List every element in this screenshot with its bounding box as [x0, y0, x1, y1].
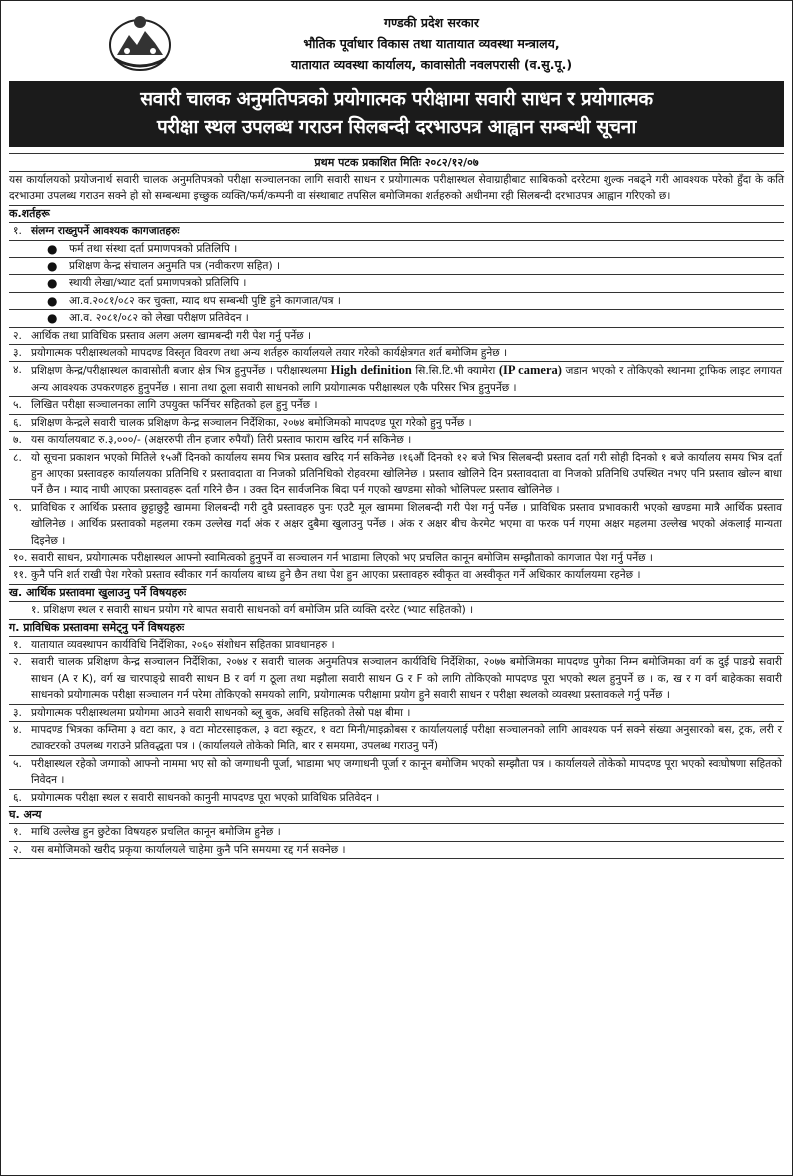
document-bullet: [9, 275, 784, 292]
item4-text-part: प्रशिक्षण केन्द्र/परीक्षास्थल कावासोती बजार क्षेत्र भित्र हुनुपर्नेछ । परीक्षास्थलमा: [31, 365, 331, 378]
bullet-icon: ●: [47, 241, 58, 256]
item4-bold-ipcamera: (IP camera): [498, 363, 562, 378]
document-bullet: [9, 258, 784, 275]
gov-name: गण्डकी प्रदेश सरकार: [384, 14, 479, 30]
publish-date: प्रथम पटक प्रकाशित मितिः २०८२/१२/०७: [9, 153, 784, 172]
other-item: [9, 824, 784, 841]
item-text: लिखित परीक्षा सञ्चालनका लागि उपयुक्त फर्निचर सहितको हल हुनु पर्नेछ ।: [31, 399, 318, 412]
item-text: प्रयोगात्मक परीक्षा स्थल र सवारी साधनको कानुनी मापदण्ड पूरा भएको प्राविधिक प्रतिवेदन ।: [31, 791, 380, 804]
bullet-text: स्थायी लेखा/भ्याट दर्ता प्रमाणपत्रको प्रतिलिपि ।: [69, 277, 247, 290]
item-number: १.: [13, 225, 22, 238]
item-text: १. प्रशिक्षण स्थल र सवारी साधन प्रयोग गरे बापत सवारी साधनको वर्ग बमोजिम प्रति व्यक्ति दररेट (भ्याट सहितको) ।: [31, 604, 474, 617]
technical-item: [9, 637, 784, 654]
notice-title-line1: सवारी चालक अनुमतिपत्रको प्रयोगात्मक परीक्षामा सवारी साधन र प्रयोगात्मक: [140, 88, 653, 110]
item-number: २.: [13, 843, 22, 856]
item-text: प्राविधिक र आर्थिक प्रस्ताव छुट्टाछुट्टै खाममा शिलबन्दी गरी दुवै प्रस्तावहरु पुनः एउटै मूल खाममा शिलबन्दी गरी पेश गर्नु पर्नेछ । प्राविधिक प्रस्ताव प्रभावकारी भएको खण्डमा मात्रै आर्थिक प्रस्ताव खोलिनेछ । आर्थिक प्रस्तावको महलमा रकम उल्लेख गर्दा अंक र अक्षर दुबैमा खुलाउनु पर्नेछ । अंक र अक्षर बीच केरमेट भएमा वा फरक पर्न गएमा अक्षर महलमा उल्लेख भएको अंकलाई मान्यता दिइनेछ ।: [31, 501, 782, 547]
item-number: ३.: [13, 347, 22, 360]
nepal-emblem-icon: [107, 11, 173, 73]
condition-item: [9, 567, 784, 584]
item-number: ६.: [13, 416, 22, 429]
item4-text-part: सि.सि.टि.भी क्यामेरा: [411, 365, 499, 378]
item4-text-part: जडान भएको र तोकिएको स्थानमा ट्राफिक लाइट लगायत अन्य आवश्यक उपकरणहरु हुनुपर्नेछ । साना तथा ठूला सवारी साधनको लागि प्रयोगात्मक परीक्षास्थल एकै परिसर भित्र हुनुपर्नेछ ।: [31, 365, 782, 394]
section-gha-heading: घ. अन्य: [9, 807, 784, 824]
bullet-icon: ●: [47, 259, 58, 274]
condition-item: [9, 397, 784, 414]
condition-item: [9, 500, 784, 550]
bullet-text: आ.व. २०८१/०८२ को लेखा परीक्षण प्रतिवेदन ।: [69, 312, 249, 325]
item-text: यस बमोजिमको खरीद प्रकृया कार्यालयले चाहेमा कुनै पनि समयमा रद्द गर्न सक्नेछ ।: [31, 843, 346, 856]
item-text: माथि उल्लेख हुन छुटेका विषयहरु प्रचलित कानून बमोजिम हुनेछ ।: [31, 826, 281, 839]
item-text: यातायात व्यवस्थापन कार्यविधि निर्देशिका, २०६० संशोधन सहितका प्रावधानहरु ।: [31, 638, 335, 651]
bullet-text: फर्म तथा संस्था दर्ता प्रमाणपत्रको प्रतिलिपि ।: [69, 242, 238, 255]
technical-item: [9, 705, 784, 722]
technical-item: [9, 654, 784, 704]
item-number: १०.: [13, 551, 28, 564]
item-number: १.: [13, 826, 22, 839]
notice-title-line2: परीक्षा स्थल उपलब्ध गराउन सिलबन्दी दरभाउपत्र आह्वान सम्बन्धी सूचना: [157, 116, 636, 138]
technical-item: [9, 722, 784, 756]
bullet-text: प्रशिक्षण केन्द्र संचालन अनुमति पत्र (नवीकरण सहित) ।: [69, 260, 280, 273]
document-bullet: [9, 293, 784, 310]
document-bullet: [9, 241, 784, 258]
bullet-icon: ●: [47, 293, 58, 308]
item-text: मापदण्ड भित्रका कम्तिमा ३ वटा कार, ३ वटा मोटरसाइकल, ३ वटा स्कूटर, १ वटा मिनी/माइक्रोबस र कार्यालयलाई परीक्षा सञ्चालनको लागि आवश्यक पर्न सक्ने संख्या अनुसारको बस, ट्रक, लरी र ट्याक्टरको उपलब्ध गराउने प्रतिवद्धता पत्र । (कार्यालयले तोकेको मिति, बार र समयमा, उपलब्ध गराउनु पर्ने): [31, 724, 782, 753]
other-item: [9, 842, 784, 859]
item-number: ७.: [13, 434, 22, 447]
item-text: सवारी साधन, प्रयोगात्मक परीक्षास्थल आफ्नो स्वामित्वको हुनुपर्ने वा सञ्चालन गर्न भाडामा लिएको भए प्रचलित कानून बमोजिम सम्झौताको कागजात पेश गर्नु पर्नेछ ।: [31, 551, 653, 564]
item-number: ९.: [13, 501, 22, 514]
item-text: यो सूचना प्रकाशन भएको मितिले १५औं दिनको कार्यालय समय भित्र प्रस्ताव खरिद गर्न सकिनेछ ।१६औं दिनको १२ बजे भित्र सिलबन्दी प्रस्ताव दर्ता गरी सोही दिनको १ बजे कार्यालय समय भित्र दर्ता हुन आएका प्रस्तावहरु कार्यालयका प्रतिनिधि र प्रस्तावदाता वा निजको प्रतिनिधिको रोहवरमा खोलिनेछ । प्रस्ताव खोलिने दिन प्रस्तावदाता वा निजको प्रतिनिधि उपस्थित नभए पनि प्रस्ताव खोल्न बाधा पर्ने छैन । म्याद नाघी आएका प्रस्तावहरू दर्ता गरिने छैन । उक्त दिन सार्वजनिक बिदा पर्न गएको खण्डमा सोको भोलिपल्ट प्रस्ताव खोलिनेछ ।: [31, 451, 782, 497]
item-text: प्रयोगात्मक परीक्षास्थलको मापदण्ड विस्तृत विवरण तथा अन्य शर्तहरु कार्यालयले तयार गरेको कार्यक्षेत्रगत शर्त बमोजिम हुनेछ ।: [31, 347, 508, 360]
financial-item: [9, 602, 784, 619]
item4-bold-hd: High definition: [330, 363, 412, 378]
condition-item: [9, 362, 784, 397]
item-number: ११.: [13, 569, 28, 582]
item-number: १.: [13, 638, 22, 651]
section-ga-heading: ग. प्राविधिक प्रस्तावमा समेट्नु पर्ने विषयहरुः: [9, 620, 784, 637]
item-text: प्रशिक्षण केन्द्रले सवारी चालक प्रशिक्षण केन्द्र सञ्चालन निर्देशिका, २०७४ बमोजिमको मापदण्ड पूरा गरेको हुनु पर्नेछ ।: [31, 416, 472, 429]
item-number: ५.: [13, 757, 22, 770]
condition-item: [9, 328, 784, 345]
condition-item: [9, 345, 784, 362]
condition-item: [9, 415, 784, 432]
condition-item: [9, 550, 784, 567]
section-ka-heading: क.शर्तहरू: [9, 205, 784, 223]
item-number: ५.: [13, 399, 22, 412]
condition-item: [9, 432, 784, 449]
condition-item: [9, 223, 784, 240]
intro-paragraph: यस कार्यालयको प्रयोजनार्थ सवारी चालक अनुमतिपत्रको परीक्षा सञ्चालनका लागि सवारी साधन र प्रयोगात्मक परीक्षास्थल सेवाग्राहीबाट साबिककोे दररेटमा शुल्क नबढ्ने गरी आवश्यक परेको हुँदा के कति दरभाउमा उपलब्ध गराउन सक्ने हो सो सम्बन्धमा इच्छुक व्यक्ति/फर्म/कम्पनी वा संस्थाबाट तपसिल बमोजिमका शर्तहरुको अधीनमा रही सिलबन्दी दरभाउपत्र आह्वान गरिएको छ।: [9, 174, 784, 203]
item-text: प्रयोगात्मक परीक्षास्थलमा प्रयोगमा आउने सवारी साधनको ब्लू बुक, अवधि सहितको तेस्रो पक्ष बीमा ।: [31, 706, 411, 719]
condition-item: [9, 450, 784, 500]
item-text: परीक्षास्थल रहेको जग्गाको आफ्नो नाममा भए सो को जग्गाधनी पूर्जा, भाडामा भए जग्गाधनी पूर्जा र कानून बमोजिम भएको सम्झौता पत्र । कार्यालयले तोकेको मापदण्ड पूरा भएको स्वःघोषणा सहितको निवेदन ।: [31, 757, 782, 787]
bullet-text: आ.व.२०८१/०८२ कर चुक्ता, म्याद थप सम्बन्धी पुष्टि हुने कागजात/पत्र ।: [69, 294, 341, 307]
item-text: संलग्न राख्नुपर्ने आवश्यक कागजातहरुः: [31, 225, 180, 238]
ministry-name: भौतिक पूर्वाधार विकास तथा यातायात व्यवस्था मन्त्रालय,: [303, 35, 560, 51]
bullet-icon: ●: [47, 311, 58, 326]
item-number: २.: [13, 329, 22, 342]
item-number: ८.: [13, 451, 22, 464]
item-text: सवारी चालक प्रशिक्षण केन्द्र सञ्चालन निर्देशिका, २०७४ र सवारी चालक अनुमतिपत्र सञ्चालन कार्यविधि निर्देशिका, २०७७ बमोजिमका मापदण्ड पुगेका निम्न बमोजिमका वर्ग क दुई पाङग्रे सवारी साधन (A र K), वर्ग ख चारपाङ्ग्रे सावरी साधन B र वर्ग ग ठूला तथा मझौला सवारी साधन G र F को लागि तोकिएको मापदण्ड पूरा भएको स्थल हुनुपर्ने छ । क, ख र ग वर्ग बाहेकका सवारी साधनको प्रयोगात्मक परीक्षा सञ्चालन गर्न परेमा तोकिएको समयको लागि, प्रयोगात्मक परीक्षामा प्रयोग हुने सवारी साधन र परीक्षा स्थलको व्यवस्था प्रस्तावकले गर्नु पर्नेछ ।: [31, 656, 782, 702]
item-text: [31, 362, 784, 396]
item-number: ४.: [13, 724, 22, 736]
item-number: २.: [13, 656, 22, 669]
bullet-icon: ●: [47, 276, 58, 291]
item-text: यस कार्यालयबाट रु.३,०००/- (अक्षररुपी तीन हजार रुपैयाँ) तिरी प्रस्ताव फाराम खरिद गर्न सकिनेछ ।: [31, 434, 412, 447]
item-number: ४.: [13, 364, 22, 377]
technical-item: [9, 756, 784, 790]
notice-title-banner: [9, 81, 784, 147]
technical-item: [9, 790, 784, 807]
item-number: ३.: [13, 706, 22, 719]
item-number: ६.: [13, 791, 22, 804]
office-name: यातायात व्यवस्था कार्यालय, कावासोती नवलपरासी (व.सु.पू.): [290, 56, 573, 72]
letterhead: [9, 7, 784, 79]
document-bullet: [9, 310, 784, 327]
item-text: कुनै पनि शर्त राखी पेश गरेको प्रस्ताव स्वीकार गर्न कार्यालय बाध्य हुने छैन तथा पेश हुन आएका प्रस्तावहरु स्वीकृत वा अस्वीकृत गर्ने अधिकार कार्यालयमा रहनेछ ।: [31, 569, 641, 582]
section-kha-heading: ख. आर्थिक प्रस्तावमा खुलाउनु पर्ने विषयहरुः: [9, 585, 784, 602]
item-text: आर्थिक तथा प्राविधिक प्रस्ताव अलग अलग खामबन्दी गरी पेश गर्नु पर्नेछ ।: [31, 329, 312, 342]
